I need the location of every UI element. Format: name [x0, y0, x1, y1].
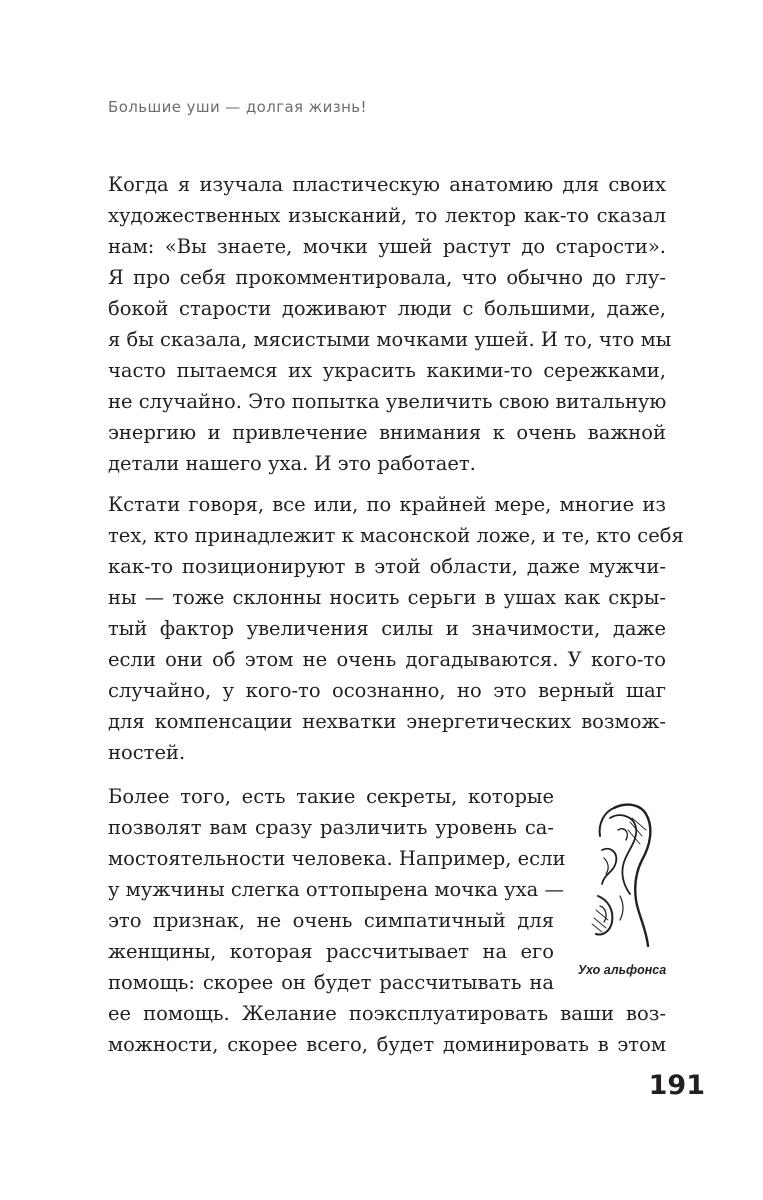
- text-line: ностей.: [108, 741, 186, 764]
- text-line: ее помощь. Желание поэксплуатировать ваши воз-: [108, 1002, 666, 1025]
- text-line: если они об этом не очень догадываются. У кого-то: [108, 648, 666, 671]
- text-line: позволят вам сразу различить уровень са-: [108, 816, 554, 839]
- ear-figure: [574, 800, 670, 990]
- text-line: Я про себя прокомментировала, что обычно до глу-: [108, 266, 666, 289]
- text-line: Более того, есть такие секреты, которые: [108, 785, 554, 808]
- text-line: я бы сказала, мясистыми мочками ушей. И то, что мы: [108, 328, 672, 351]
- text-line: художественных изысканий, то лектор как-то сказал: [108, 204, 666, 227]
- text-line: можности, скорее всего, будет доминировать в этом: [108, 1033, 666, 1056]
- text-line: детали нашего уха. И это работает.: [108, 452, 476, 475]
- text-line: помощь: скорее он будет рассчитывать на: [108, 971, 554, 994]
- text-line: тех, кто принадлежит к масонской ложе, и те, кто себя: [108, 524, 684, 547]
- running-head: Большие уши — долгая жизнь!: [108, 98, 367, 116]
- page-number: 191: [648, 1070, 705, 1101]
- figure-caption: Ухо альфонса: [577, 963, 667, 977]
- text-line: тый фактор увеличения силы и значимости, даже: [108, 617, 666, 640]
- text-line: нам: «Вы знаете, мочки ушей растут до старости».: [108, 235, 666, 258]
- text-line: Когда я изучала пластическую анатомию для своих: [108, 173, 666, 196]
- text-line: женщины, которая рассчитывает на его: [108, 940, 554, 963]
- text-line: не случайно. Это попытка увеличить свою витальную: [108, 390, 667, 413]
- text-line: Кстати говоря, все или, по крайней мере, многие из: [108, 493, 666, 516]
- text-line: ны — тоже склонны носить серьги в ушах как скры-: [108, 586, 666, 609]
- ear-sketch-icon: [584, 800, 664, 960]
- text-line: часто пытаемся их украсить какими-то сережками,: [108, 359, 666, 382]
- text-line: бокой старости доживают люди с большими, даже,: [108, 297, 666, 320]
- text-line: как-то позиционируют в этой области, даже мужчи-: [108, 555, 666, 578]
- text-line: энергию и привлечение внимания к очень важной: [108, 421, 666, 444]
- text-line: мостоятельности человека. Например, если: [108, 847, 566, 870]
- text-line: случайно, у кого-то осознанно, но это верный шаг: [108, 679, 666, 702]
- text-line: у мужчины слегка оттопырена мочка уха —: [108, 878, 564, 901]
- text-line: это признак, не очень симпатичный для: [108, 909, 554, 932]
- text-line: для компенсации нехватки энергетических возмож-: [108, 710, 666, 733]
